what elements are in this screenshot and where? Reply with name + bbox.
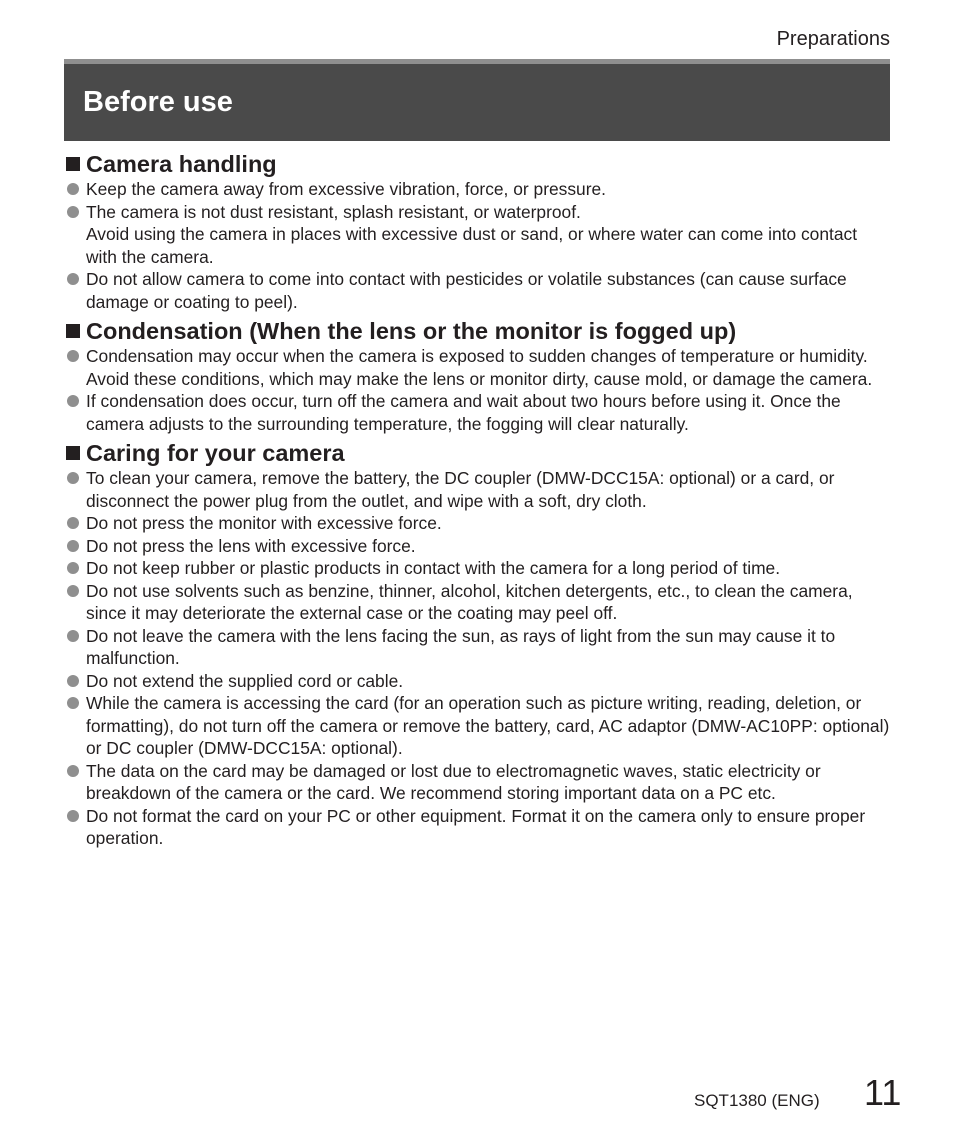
- square-bullet-icon: [66, 157, 80, 171]
- content: [66, 150, 892, 854]
- list-item: [66, 390, 892, 435]
- bullet-dot-icon: [67, 206, 79, 218]
- list-item-text: Do not leave the camera with the lens facing the sun, as rays of light from the sun may cause it to malfunction.: [86, 625, 836, 668]
- list-item-text: Do not format the card on your PC or other equipment. Format it on the camera only to ensure proper operation.: [86, 805, 866, 848]
- list-item-text: While the camera is accessing the card (for an operation such as picture writing, reading, deletion, or formatting), do not turn off the camera or remove the battery, card, AC adaptor (DMW-AC10PP: optional) or DC coupler (DMW-DCC15A: optional).: [86, 693, 890, 758]
- list-item: [66, 670, 892, 693]
- list-item-text: The data on the card may be damaged or lost due to electromagnetic waves, static electricity or breakdown of the camera or the card. We recommend storing important data on a PC etc.: [86, 760, 821, 803]
- list-item-text: Do not extend the supplied cord or cable.: [86, 670, 404, 691]
- list-item-text: The camera is not dust resistant, splash resistant, or waterproof. Avoid using the camera in places with excessive dust or sand, or where water can come into contact with the camera.: [86, 201, 858, 267]
- section: [66, 317, 892, 435]
- list-item: [66, 692, 892, 760]
- document-code: SQT1380 (ENG): [694, 1091, 820, 1110]
- list-item-text: Do not use solvents such as benzine, thinner, alcohol, kitchen detergents, etc., to clean the camera, since it may deteriorate the external case or the coating may peel off.: [86, 580, 853, 623]
- list-item: [66, 467, 892, 512]
- list-item: [66, 178, 892, 201]
- section-label: Preparations: [776, 28, 890, 50]
- bullet-dot-icon: [67, 472, 79, 484]
- list-item: [66, 625, 892, 670]
- bullet-dot-icon: [67, 183, 79, 195]
- section-heading: [66, 317, 892, 345]
- list-item: [66, 201, 892, 269]
- list-item: [66, 580, 892, 625]
- list-item-text: Keep the camera away from excessive vibration, force, or pressure.: [86, 179, 607, 199]
- bullet-dot-icon: [67, 517, 79, 529]
- list-item-text: If condensation does occur, turn off the camera and wait about two hours before using it. Once the camera adjusts to the surrounding temperature, the fogging will clear naturally.: [86, 391, 841, 434]
- section-heading-text: Camera handling: [86, 151, 277, 177]
- list-item-text: Condensation may occur when the camera is exposed to sudden changes of temperature or humidity. Avoid these conditions, which may make the lens or monitor dirty, cause mold, or damage the camera.: [86, 346, 873, 389]
- section: [66, 439, 892, 850]
- list-item: [66, 760, 892, 805]
- square-bullet-icon: [66, 324, 80, 338]
- bullet-dot-icon: [67, 585, 79, 597]
- bullet-list: [66, 345, 892, 435]
- bullet-dot-icon: [67, 630, 79, 642]
- list-item: [66, 535, 892, 558]
- list-item-text: Do not press the monitor with excessive force.: [86, 513, 442, 533]
- bullet-dot-icon: [67, 395, 79, 407]
- bullet-list: [66, 178, 892, 313]
- list-item-text: Do not press the lens with excessive force.: [86, 535, 416, 556]
- bullet-list: [66, 467, 892, 850]
- page-title: Before use: [83, 86, 233, 118]
- page-number: 11: [864, 1072, 902, 1113]
- bullet-dot-icon: [67, 675, 79, 687]
- bullet-dot-icon: [67, 540, 79, 552]
- list-item: [66, 268, 892, 313]
- section-heading-text: Condensation (When the lens or the monitor is fogged up): [86, 318, 737, 344]
- section-heading: [66, 439, 892, 467]
- bullet-dot-icon: [67, 562, 79, 574]
- list-item: [66, 512, 892, 535]
- square-bullet-icon: [66, 446, 80, 460]
- list-item: [66, 345, 892, 390]
- bullet-dot-icon: [67, 810, 79, 822]
- list-item: [66, 805, 892, 850]
- bullet-dot-icon: [67, 697, 79, 709]
- list-item-text: Do not keep rubber or plastic products in contact with the camera for a long period of time.: [86, 558, 781, 578]
- bullet-dot-icon: [67, 350, 79, 362]
- bullet-dot-icon: [67, 273, 79, 285]
- bullet-dot-icon: [67, 765, 79, 777]
- list-item-text: Do not allow camera to come into contact with pesticides or volatile substances (can cause surface damage or coating to peel).: [86, 269, 847, 312]
- list-item-text: To clean your camera, remove the battery, the DC coupler (DMW-DCC15A: optional) or a card, or disconnect the power plug from the outlet, and wipe with a soft, dry cloth.: [86, 468, 835, 511]
- section: [66, 150, 892, 313]
- list-item: [66, 557, 892, 580]
- section-heading: [66, 150, 892, 178]
- title-bar: [64, 59, 890, 141]
- section-heading-text: Caring for your camera: [86, 440, 345, 466]
